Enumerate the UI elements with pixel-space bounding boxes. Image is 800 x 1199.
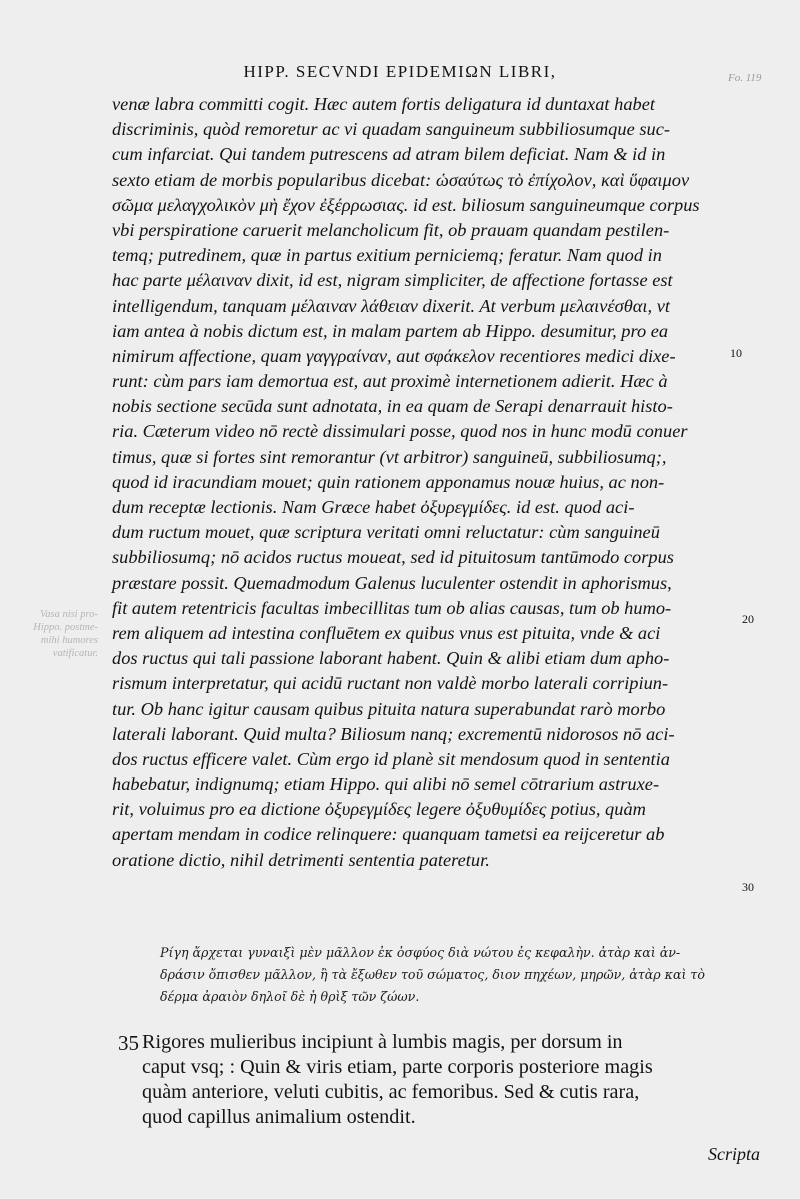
margin-line-number: 30 [742, 880, 754, 894]
running-head: HIPP. SECVNDI EPIDEMIΩN LIBRI, [243, 62, 557, 81]
commentary-line: sexto etiam de morbis popularibus dicebat: ὡσαύτως τὸ ἐπίχολον, καὶ ὕφαιμον [112, 169, 690, 190]
greek-line: Ρίγη ἄρχεται γυναιξὶ μὲν μᾶλλον ἐκ ὀσφύος διὰ νώτου ἐς κεφαλὴν. ἀτὰρ καὶ ἀν- [160, 945, 681, 960]
translation-line: Rigores mulieribus incipiunt à lumbis magis, per dorsum in [142, 1031, 623, 1053]
commentary-line: hac parte μέλαιναν dixit, id est, nigram simpliciter, de affectione fortasse est [112, 270, 673, 291]
translation-line: quàm anteriore, veluti cubitis, ac femoribus. Sed & cutis rara, [142, 1081, 640, 1103]
translation-line: caput vsq; : Quin & viris etiam, parte corporis posteriore magis [142, 1056, 653, 1078]
catchword: Scripta [708, 1144, 760, 1164]
margin-line-number: 10 [730, 346, 742, 360]
commentary-line: dum ructum mouet, quæ scriptura veritati omni reluctatur: cùm sanguineū [112, 522, 660, 543]
commentary-line: laterali laborant. Quid multa? Biliosum nanq; excrementū nidorosos nō aci- [112, 723, 675, 744]
bleed-line: Hippo. postme- [33, 622, 98, 633]
commentary-line: intelligendum, tanquam μέλαιναν λάθειαν dixerit. At verbum μελαινέσθαι, vt [112, 295, 671, 316]
commentary-line: subbiliosumq; nō acidos ructus moueat, sed id pituitosum tantūmodo corpus [112, 547, 674, 568]
latin-translation-block [142, 1030, 762, 1130]
commentary-block [112, 92, 752, 873]
bleed-line: Vasa nisi pro- [40, 609, 98, 620]
commentary-line: dos ructus efficere valet. Cùm ergo id planè sit mendosum quod in sententia [112, 748, 670, 769]
commentary-line: habebatur, indignumq; etiam Hippo. qui alibi nō semel cōtrarium astruxe- [112, 774, 660, 795]
commentary-line: dos ructus qui tali passione laborant habent. Quin & alibi etiam dum apho- [112, 648, 670, 669]
commentary-line: tur. Ob hanc igitur causam quibus pituita natura superabundat rarò morbo [112, 698, 666, 719]
bleed-through-text [26, 608, 98, 660]
ghost-folio: Fo. 119 [728, 72, 762, 84]
greek-text-block [160, 942, 760, 1008]
commentary-line: nobis sectione secūda sunt adnotata, in ea quam de Serapi denarrauit histo- [112, 396, 673, 417]
commentary-line: temq; putredinem, quæ in partus exitium perniciemq; feratur. Nam quod in [112, 245, 662, 266]
commentary-line: præstare possit. Quemadmodum Galenus luculenter ostendit in aphorismus, [112, 572, 672, 593]
translation-line: quod capillus animalium ostendit. [142, 1106, 416, 1128]
commentary-line: cum infarciat. Qui tandem putrescens ad atram bilem deficiat. Nam & id in [112, 144, 666, 165]
section-number: 35 [118, 1031, 139, 1055]
greek-line: δέρμα ἀραιὸν δηλοῖ δὲ ἡ θρὶξ τῶν ζώων. [160, 989, 420, 1004]
margin-line-number: 20 [742, 612, 754, 626]
commentary-line: oratione dictio, nihil detrimenti sententia pateretur. [112, 849, 490, 870]
commentary-line: timus, quæ si fortes sint remorantur (vt arbitror) sanguineū, subbiliosumq;, [112, 446, 667, 467]
commentary-line: rem aliquem ad intestina confluētem ex quibus vnus est pituita, vnde & aci [112, 622, 661, 643]
commentary-line: runt: cùm pars iam demortua est, aut proximè internetionem adierit. Hæc à [112, 371, 668, 392]
commentary-line: apertam mendam in codice relinquere: quanquam tametsi ea reijceretur ab [112, 824, 665, 845]
commentary-line: discriminis, quòd remoretur ac vi quadam sanguineum subbiliosumque suc- [112, 119, 670, 140]
commentary-line: vbi perspiratione caruerit melancholicum fit, ob prauam quandam pestilen- [112, 219, 670, 240]
bleed-line: vatificatur. [52, 648, 98, 659]
commentary-line: fit autem retentricis facultas imbecillitas tum ob alias causas, tum ob humo- [112, 597, 672, 618]
commentary-line: σῶμα μελαγχολικὸν μὴ ἔχον ἐξέρρωσιας. id est. biliosum sanguineumque corpus [112, 194, 700, 215]
bleed-line: mihi humores [40, 635, 98, 646]
commentary-line: quod id iracundiam mouet; quin rationem apponamus nouæ huius, ac non- [112, 471, 665, 492]
commentary-line: iam antea à nobis dictum est, in malam partem ab Hippo. desumitur, pro ea [112, 320, 669, 341]
commentary-line: rit, voluimus pro ea dictione ὀξυρεγμίδες legere ὀξυθυμίδες potius, quàm [112, 799, 646, 820]
commentary-line: dum receptæ lectionis. Nam Græce habet ὀξυρεγμίδες. id est. quod aci- [112, 497, 635, 517]
commentary-line: nimirum affectione, quam γαγγραίναν, aut σφάκελον recentiores medici dixe- [112, 345, 676, 366]
commentary-line: venæ labra committi cogit. Hæc autem fortis deligatura id duntaxat habet [112, 94, 655, 114]
commentary-line: ria. Cæterum video nō rectè dissimulari posse, quod nos in hunc modū conuer [112, 421, 688, 442]
greek-line: δράσιν ὄπισθεν μᾶλλον, ἢ τὰ ἔξωθεν τοῦ σώματος, διον πηχέων, μηρῶν, ἀτὰρ καὶ τὸ [160, 967, 705, 982]
commentary-line: rismum interpretatur, qui acidū ructant non valdè morbo laterali corripiun- [112, 673, 669, 694]
